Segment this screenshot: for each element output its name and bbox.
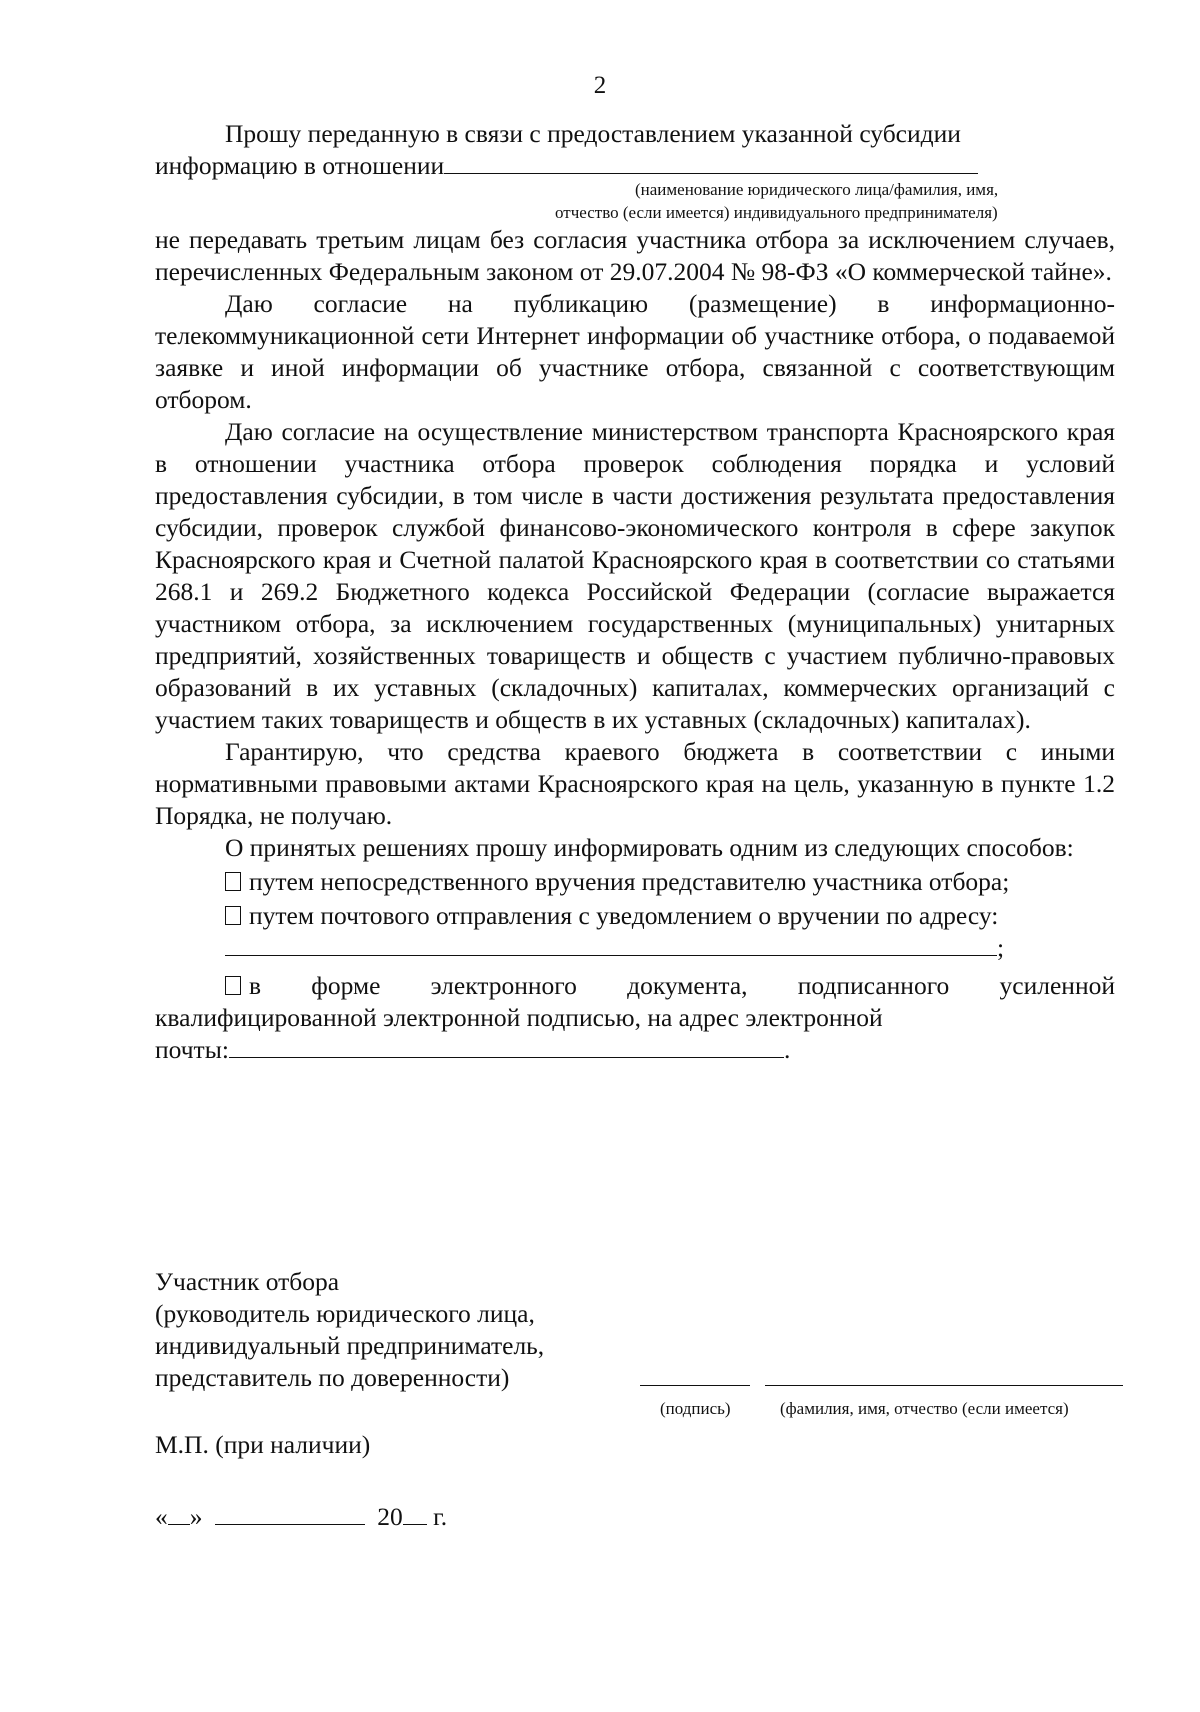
signature-caption: (подпись)	[660, 1399, 731, 1418]
month-fill-line	[215, 1500, 365, 1525]
email-end: .	[783, 1035, 791, 1064]
option-2	[155, 900, 1115, 932]
signature-line-4: представитель по доверенности)	[155, 1363, 510, 1392]
address-end: ;	[997, 933, 1005, 962]
signature-line-2: (руководитель юридического лица,	[155, 1299, 535, 1328]
entity-name-caption	[155, 178, 1115, 224]
caption-line-1: (наименование юридического лица/фамилия, имя,	[635, 180, 999, 199]
para2: Даю согласие на публикацию (размещение) в информационно-телекоммуникационной сети Интернет информации об участнике отбора, о подаваемой заявке и иной информации об участнике отбора, связанной с соответствующим отбором.	[155, 289, 1115, 414]
para5: О принятых решениях прошу информировать одним из следующих способов:	[225, 833, 1074, 862]
signature-line-1: Участник отбора	[155, 1267, 340, 1296]
signature-line-3: индивидуальный предприниматель,	[155, 1331, 545, 1360]
address-fill-line	[225, 933, 997, 956]
option-1	[155, 866, 1115, 898]
page-number: 2	[593, 72, 607, 99]
para1-line1: Прошу переданную в связи с предоставлением указанной субсидии	[225, 119, 961, 148]
caption-line-2: отчество (если имеется) индивидуального предпринимателя)	[555, 203, 998, 222]
date-open-quote: «	[155, 1502, 168, 1531]
document-body	[155, 118, 1115, 1066]
email-prefix: почты:	[155, 1035, 229, 1064]
full-name-fill-line	[765, 1385, 1123, 1386]
date-close-quote: »	[189, 1502, 203, 1531]
email-fill-line	[229, 1035, 784, 1058]
option-2-label: путем почтового отправления с уведомлением о вручении по адресу:	[249, 901, 999, 930]
entity-name-fill-line	[444, 153, 978, 174]
option-3-label: в форме электронного документа, подписанного усиленной квалифицированной электронной подписью, на адрес электронной	[155, 971, 1115, 1032]
address-line	[155, 932, 1115, 964]
email-line	[155, 1034, 1115, 1066]
year-fill-line	[403, 1500, 427, 1525]
para4: Гарантирую, что средства краевого бюджета в соответствии с иными нормативными правовыми актами Красноярского края на цель, указанную в пункте 1.2 Порядка, не получаю.	[155, 737, 1115, 830]
para3: Даю согласие на осуществление министерством транспорта Красноярского края в отношении участника отбора проверок соблюдения порядка и условий предоставления субсидии, в том числе в части достижения результата предоставления субсидии, проверок службой финансово-экономического контроля в сфере закупок Красноярского края и Счетной палатой Красноярского края в соответствии со статьями 268.1 и 269.2 Бюджетного кодекса Российской Федерации (согласие выражается участником отбора, за исключением государственных (муниципальных) унитарных предприятий, хозяйственных товариществ и обществ с участием публично-правовых образований в их уставных (складочных) капиталах, коммерческих организаций с участием таких товариществ и обществ в их уставных (складочных) капиталах).	[155, 417, 1115, 734]
full-name-caption: (фамилия, имя, отчество (если имеется)	[780, 1399, 1069, 1418]
checkbox-icon[interactable]	[225, 976, 241, 995]
year-prefix: 20	[377, 1502, 403, 1531]
option-1-label: путем непосредственного вручения представителю участника отбора;	[249, 867, 1010, 896]
para1-prefix: информацию в отношении	[155, 151, 445, 180]
day-fill-line	[168, 1500, 190, 1525]
date-line	[155, 1500, 447, 1532]
para1-continuation: не передавать третьим лицам без согласия участника отбора за исключением случаев, перечисленных Федеральным законом от 29.07.2004 № 98-ФЗ «О коммерческой тайне».	[155, 225, 1115, 286]
signature-block	[155, 1266, 544, 1394]
option-3	[155, 970, 1115, 1034]
checkbox-icon[interactable]	[225, 906, 241, 925]
year-suffix: г.	[433, 1502, 448, 1531]
signature-fill-line	[640, 1385, 750, 1386]
checkbox-icon[interactable]	[225, 872, 241, 891]
stamp-place: М.П. (при наличии)	[155, 1430, 371, 1459]
